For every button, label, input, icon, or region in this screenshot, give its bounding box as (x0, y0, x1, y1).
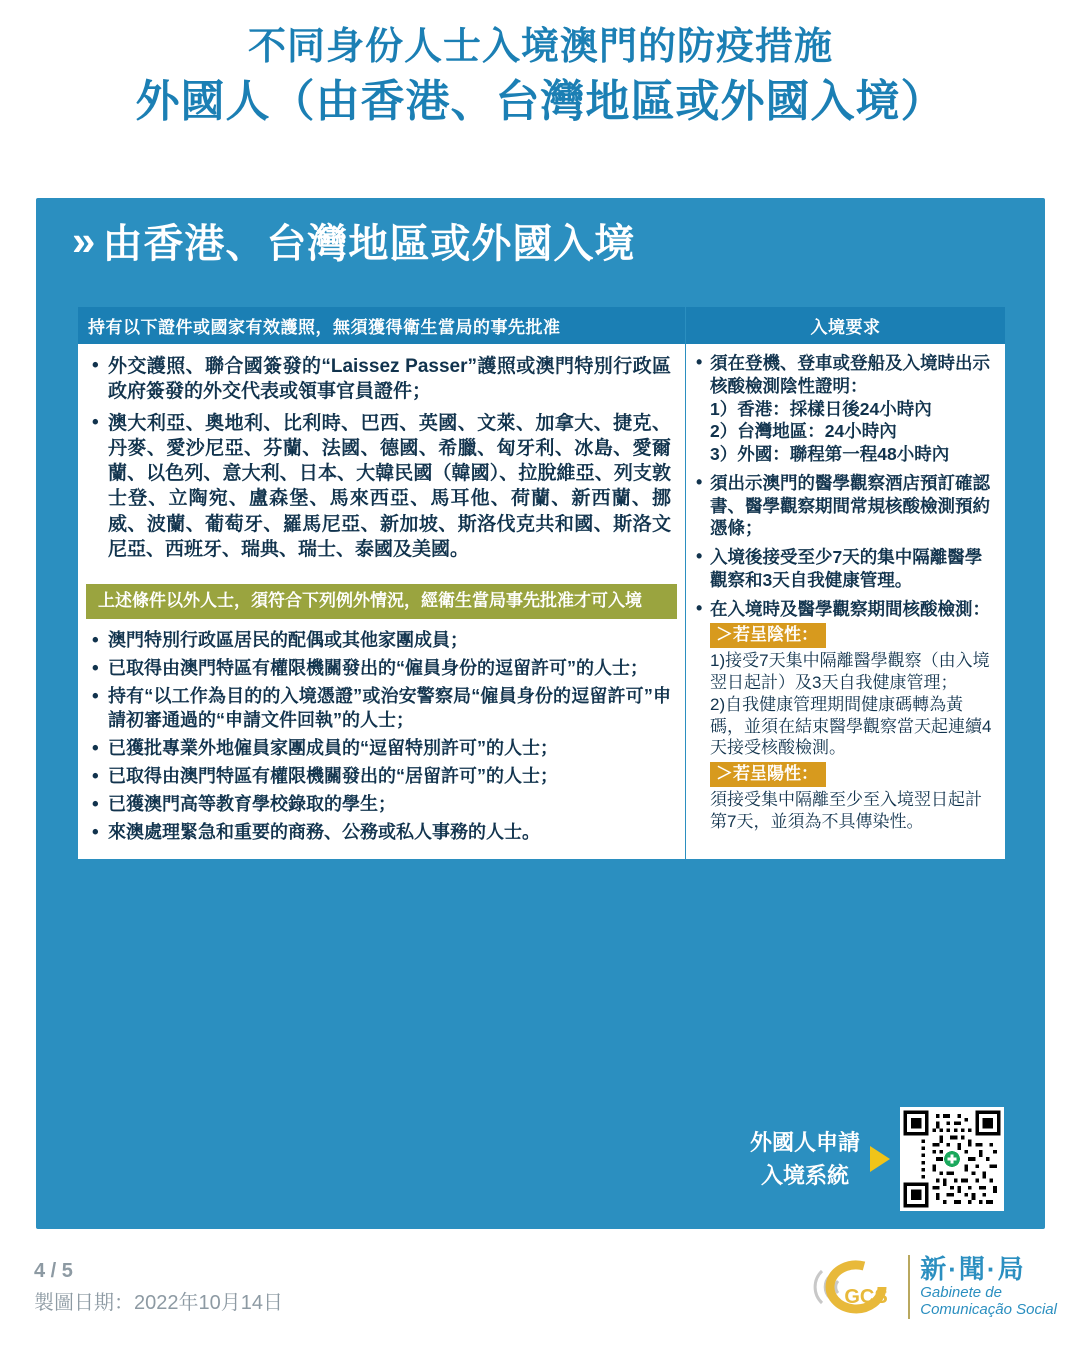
qr-label-line1: 外國人申請 (749, 1130, 860, 1155)
content-table (77, 306, 1006, 860)
left-column-header: 持有以下證件或國家有效護照，無須獲得衛生當局的事先批准 (78, 307, 685, 344)
requirement-line: 2）台灣地區：24小時內 (710, 421, 897, 442)
header-subtitle: 不同身份人士入境澳門的防疫措施 (247, 26, 833, 68)
status-badge-negative: ＞若呈陰性： (710, 623, 826, 648)
gcs-logo (804, 1251, 1057, 1323)
right-column (686, 307, 1005, 859)
negative-line: 1)接受7天集中隔離醫學觀察（由入境翌日起計）及3天自我健康管理； (710, 651, 990, 693)
chart-date: 製圖日期：2022年10月14日 (34, 1292, 283, 1314)
qr-label (750, 1126, 860, 1192)
gcs-abbr: GCS (844, 1286, 888, 1308)
left-exception-list (78, 619, 685, 859)
list-item: • 持有“以工作為目的的入境憑證”或治安警察局“僱員身份的逗留許可”申請初審通過的“申請文件回執”的人士； (108, 685, 671, 733)
footer-meta (34, 1255, 283, 1319)
list-item: • 入境後接受至少7天的集中隔離醫學觀察和3天自我健康管理。 (710, 546, 995, 592)
left-document-list (78, 344, 685, 578)
requirement-title: 須在登機、登車或登船及入境時出示核酸檢測陰性證明： (710, 353, 990, 396)
list-item: • 來澳處理緊急和重要的商務、公務或私人事務的人士。 (108, 821, 671, 845)
gcs-emblem-icon (804, 1251, 900, 1323)
list-item: • 已取得由澳門特區有權限機關發出的“僱員身份的逗留許可”的人士； (108, 657, 671, 681)
requirement-title: 在入境時及醫學觀察期間核酸檢測： (710, 598, 990, 619)
page-number: 4 / 5 (34, 1260, 73, 1282)
content-columns (78, 307, 1005, 859)
qr-center-logo (943, 1150, 961, 1168)
gcs-name-pt-2: Comunicação Social (920, 1301, 1057, 1319)
list-item: • 外交護照、聯合國簽發的“Laissez Passer”護照或澳門特別行政區政府簽發的外交代表或領事官員證件； (108, 354, 671, 405)
main-panel (36, 198, 1045, 1229)
gcs-logo-mark (804, 1251, 900, 1323)
list-item: • 已獲批專業外地僱員家團成員的“逗留特別許可”的人士； (108, 737, 671, 761)
requirement-line: 3）外國：聯程第一程48小時內 (710, 444, 950, 464)
double-chevron-icon: » (72, 216, 97, 264)
page-header (0, 0, 1081, 129)
list-item: • 已獲澳門高等教育學校錄取的學生； (108, 793, 671, 817)
page-title: 外國人（由香港、台灣地區或外國入境） (135, 76, 946, 126)
gcs-name-cn: 新·聞·局 (920, 1254, 1026, 1285)
qr-section (77, 1104, 1004, 1214)
gcs-logo-text (908, 1255, 1057, 1318)
qr-code-image (900, 1107, 1004, 1211)
status-badge-positive: ＞若呈陽性： (710, 762, 826, 787)
panel-title-text: 由香港、台灣地區或外國入境 (102, 222, 636, 266)
gcs-name-pt-1: Gabinete de (920, 1284, 1002, 1302)
left-column (78, 307, 686, 859)
negative-line: 2)自我健康管理期間健康碼轉為黃碼，並須在結束醫學觀察當天起連續4天接受核酸檢測。 (710, 694, 992, 758)
list-item: • 澳大利亞、奧地利、比利時、巴西、英國、文萊、加拿大、捷克、丹麥、愛沙尼亞、芬蘭、法國、德國、希臘、匈牙利、冰島、愛爾蘭、以色列、意大利、日本、大韓民國（韓國）、拉脫維亞、列支敦士登、立陶宛、盧森堡、馬來西亞、馬耳他、荷蘭、新西蘭、挪威、波蘭、葡萄牙、羅馬尼亞、新加坡、斯洛伐克共和國、斯洛文尼亞、西班牙、瑞典、瑞士、泰國及美國。 (108, 411, 671, 563)
list-item: • 澳門特別行政區居民的配偶或其他家團成員； (108, 629, 671, 653)
positive-line: 須接受集中隔離至少至入境翌日起計第7天，並須為不具傳染性。 (710, 790, 982, 831)
page-footer (0, 1233, 1081, 1351)
entry-requirements-list (686, 344, 1005, 847)
list-item (710, 598, 995, 833)
left-exception-header: 上述條件以外人士，須符合下列例外情況，經衛生當局事先批准才可入境 (86, 584, 677, 619)
list-item: • 須出示澳門的醫學觀察酒店預訂確認書、醫學觀察期間常規核酸檢測預約憑條； (710, 472, 995, 540)
qr-label-line2: 入境系統 (760, 1163, 849, 1188)
requirement-line: 1）香港：採樣日後24小時內 (710, 398, 932, 419)
qr-code[interactable] (900, 1107, 1004, 1211)
list-item (710, 352, 995, 466)
arrow-right-icon (870, 1146, 890, 1172)
list-item: • 已取得由澳門特區有權限機關發出的“居留許可”的人士； (108, 765, 671, 789)
panel-title (36, 198, 1045, 277)
right-column-header: 入境要求 (686, 307, 1005, 344)
